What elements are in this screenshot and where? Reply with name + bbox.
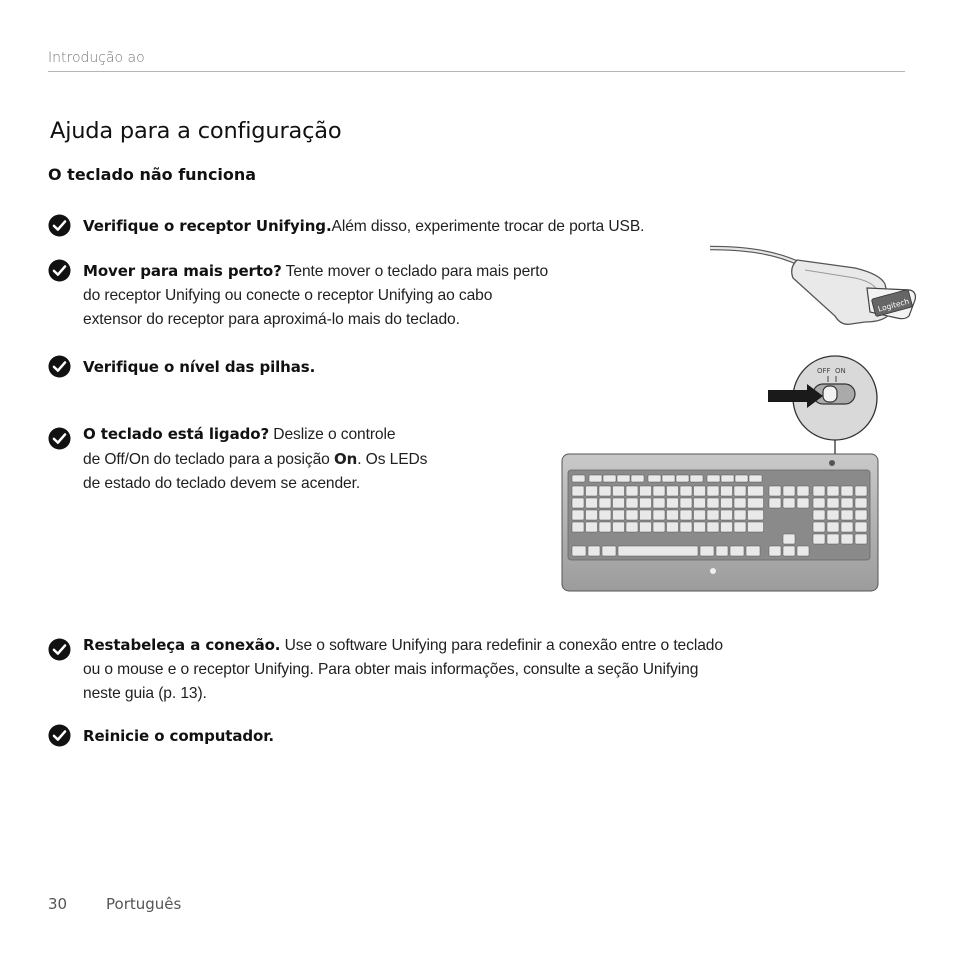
keyboard-key (769, 498, 781, 508)
keyboard-key (586, 510, 598, 520)
keyboard-key (599, 498, 611, 508)
keyboard-key (721, 498, 733, 508)
keyboard-key (662, 475, 675, 482)
section-heading: O teclado não funciona (48, 165, 257, 184)
keyboard-key (769, 546, 781, 556)
keyboard-key (841, 534, 853, 544)
keyboard-key (734, 510, 746, 520)
keyboard-key (613, 486, 625, 496)
keyboard-key (813, 510, 825, 520)
keyboard-key (680, 510, 692, 520)
keyboard-key (749, 475, 762, 482)
keyboard-key (589, 475, 602, 482)
keyboard-key (827, 534, 839, 544)
keyboard-key (813, 522, 825, 532)
keyboard-key (783, 486, 795, 496)
keyboard-key (613, 498, 625, 508)
item-body-line: de estado do teclado devem se acender. (83, 475, 361, 492)
keyboard-key (827, 486, 839, 496)
keyboard-key (721, 475, 734, 482)
keyboard-key (572, 475, 585, 482)
keyboard-key (813, 486, 825, 496)
keyboard-key (572, 522, 584, 532)
keyboard-key (602, 546, 616, 556)
item-restart (83, 724, 274, 749)
keyboard-key (827, 498, 839, 508)
keyboard-key (667, 486, 679, 496)
keyboard-key (694, 510, 706, 520)
switch-off-label: OFF (817, 367, 831, 375)
keyboard-key (586, 522, 598, 532)
check-circle-icon (48, 638, 71, 661)
keyboard-key (572, 498, 584, 508)
keyboard-key (735, 475, 748, 482)
item-lead: Verifique o receptor Unifying. (83, 217, 332, 235)
item-body-line: . Os LEDs (357, 451, 428, 468)
item-move-closer (83, 259, 548, 332)
keyboard-key (748, 486, 764, 496)
keyboard-key (680, 486, 692, 496)
keyboard-key (841, 510, 853, 520)
keyboard-key (676, 475, 689, 482)
keyboard-key (653, 486, 665, 496)
keyboard-key (730, 546, 744, 556)
item-body-line: neste guia (p. 13). (83, 685, 207, 702)
keyboard-key (748, 510, 764, 520)
keyboard-key (748, 522, 764, 532)
keyboard-key (855, 534, 867, 544)
keyboard-key (855, 510, 867, 520)
keyboard-key (841, 498, 853, 508)
footer-language: Português (106, 895, 182, 913)
keyboard-key (648, 475, 661, 482)
check-circle-icon (48, 427, 71, 450)
keyboard-key (680, 522, 692, 532)
keyboard-key (707, 510, 719, 520)
item-reconnect (83, 633, 723, 706)
keyboard-key (841, 486, 853, 496)
header-rule (48, 71, 905, 72)
keyboard-key (572, 486, 584, 496)
keyboard-illustration (561, 453, 879, 597)
keyboard-key (640, 486, 652, 496)
keyboard-key (797, 498, 809, 508)
keyboard-key (748, 498, 764, 508)
item-lead: Verifique o nível das pilhas. (83, 358, 316, 376)
on-word: On (333, 450, 358, 468)
keyboard-key (734, 522, 746, 532)
keyboard-key (640, 510, 652, 520)
keyboard-key (588, 546, 600, 556)
receiver-extender-illustration (705, 238, 920, 337)
item-body-line: do receptor Unifying ou conecte o receptor Unifying ao cabo (83, 287, 493, 304)
keyboard-key (667, 522, 679, 532)
running-header: Introdução ao (48, 50, 145, 66)
keyboard-key (694, 486, 706, 496)
keyboard-key (680, 498, 692, 508)
keyboard-key (694, 498, 706, 508)
keyboard-key (667, 510, 679, 520)
keyboard-key (855, 522, 867, 532)
keyboard-key (694, 522, 706, 532)
keyboard-key (617, 475, 630, 482)
keyboard-key (599, 510, 611, 520)
switch-on-label: ON (835, 367, 846, 375)
keyboard-key (700, 546, 714, 556)
item-check-receiver (83, 214, 644, 239)
keyboard-key (734, 498, 746, 508)
check-circle-icon (48, 214, 71, 237)
item-lead: O teclado está ligado? (83, 425, 270, 443)
keyboard-key (640, 522, 652, 532)
keyboard-key (707, 522, 719, 532)
keyboard-key (640, 498, 652, 508)
item-lead: Restabeleça a conexão. (83, 636, 281, 654)
item-body: Além disso, experimente trocar de porta USB. (331, 218, 645, 235)
keyboard-key (613, 510, 625, 520)
page-number: 30 (48, 895, 68, 913)
keyboard-key (827, 510, 839, 520)
keyboard-key (721, 510, 733, 520)
keyboard-key (631, 475, 644, 482)
item-body-line: de Off/On do teclado para a posição (83, 451, 334, 468)
keyboard-key (783, 534, 795, 544)
keyboard-key (618, 546, 698, 556)
keyboard-key (813, 534, 825, 544)
keyboard-key (653, 498, 665, 508)
item-body-line: extensor do receptor para aproximá-lo mais do teclado. (83, 311, 460, 328)
item-body-line: Deslize o controle (269, 426, 396, 443)
keyboard-key (797, 486, 809, 496)
keyboard-key (599, 522, 611, 532)
keyboard-key (626, 510, 638, 520)
keyboard-key (626, 522, 638, 532)
keyboard-key (813, 498, 825, 508)
keyboard-key (783, 498, 795, 508)
keyboard-key (603, 475, 616, 482)
receiver-logo: Logitech (876, 296, 911, 314)
keyboard-key (626, 498, 638, 508)
check-circle-icon (48, 724, 71, 747)
keyboard-key (707, 498, 719, 508)
keyboard-key (855, 498, 867, 508)
item-battery (83, 355, 315, 380)
keyboard-key (707, 486, 719, 496)
keyboard-key (572, 546, 586, 556)
item-keyboard-on (83, 422, 427, 496)
keyboard-key (734, 486, 746, 496)
keyboard-key (690, 475, 703, 482)
keyboard-key (572, 510, 584, 520)
keyboard-key (827, 522, 839, 532)
keyboard-key (707, 475, 720, 482)
keyboard-key (586, 498, 598, 508)
keyboard-key (797, 546, 809, 556)
keyboard-key (855, 486, 867, 496)
keyboard-key (716, 546, 728, 556)
keyboard-key (653, 522, 665, 532)
item-body-line: Tente mover o teclado para mais perto (281, 263, 549, 280)
keyboard-key (586, 486, 598, 496)
item-lead: Mover para mais perto? (83, 262, 282, 280)
keyboard-key (613, 522, 625, 532)
keyboard-key (653, 510, 665, 520)
keyboard-key (769, 486, 781, 496)
keyboard-key (599, 486, 611, 496)
keyboard-key (746, 546, 760, 556)
item-lead: Reinicie o computador. (83, 727, 274, 745)
check-circle-icon (48, 259, 71, 282)
page-title: Ajuda para a configuração (50, 118, 342, 144)
keyboard-key (626, 486, 638, 496)
keyboard-key (721, 522, 733, 532)
item-body-line: ou o mouse e o receptor Unifying. Para obter mais informações, consulte a seção Unifying (83, 661, 699, 678)
keyboard-key (783, 546, 795, 556)
keyboard-key (721, 486, 733, 496)
check-circle-icon (48, 355, 71, 378)
keyboard-key (841, 522, 853, 532)
item-body-line: Use o software Unifying para redefinir a conexão entre o teclado (280, 637, 723, 654)
keyboard-key (667, 498, 679, 508)
